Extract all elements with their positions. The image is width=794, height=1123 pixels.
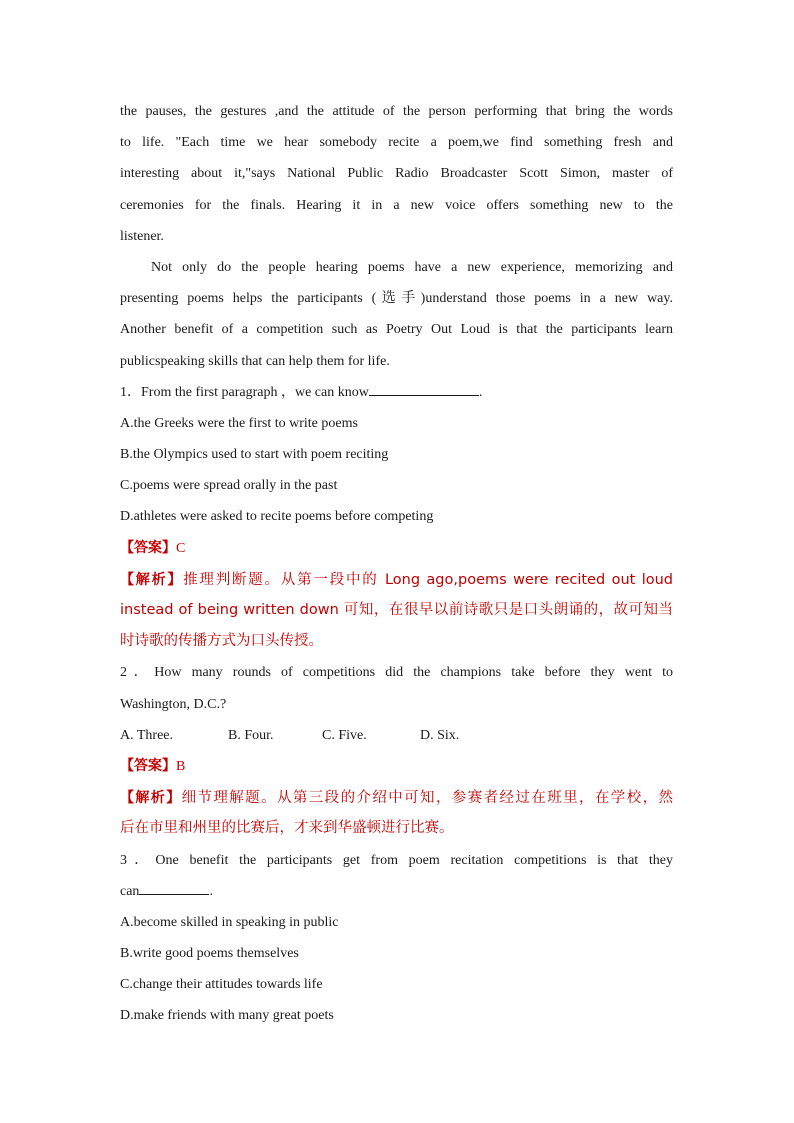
passage-line: interesting about it,"says National Public Radio Broadcaster Scott Simon, master of <box>120 166 673 182</box>
question-1-option-b: B.the Olympics used to start with poem reciting <box>120 447 389 463</box>
question-1-analysis-line: instead of being written down 可知，在很早以前诗歌只是口头朗诵的，故可知当 <box>120 602 673 618</box>
question-1-stem <box>120 377 673 408</box>
answer-value: C <box>176 540 186 556</box>
question-2-answer <box>120 751 673 782</box>
question-1-option-c: C.poems were spread orally in the past <box>120 478 338 494</box>
answer-blank <box>369 383 479 396</box>
analysis-text: 细节理解题。从第三段的介绍中可知，参赛者经过在班里，在学校，然 <box>181 790 674 807</box>
answer-tag: 【答案】 <box>120 757 176 774</box>
passage-line: ceremonies for the finals. Hearing it in a new voice offers something new to the <box>120 197 673 213</box>
passage-line: presenting poems helps the participants (选手)understand those poems in a new way. <box>120 291 673 307</box>
question-2-option-d: D. Six. <box>420 727 460 743</box>
document-page <box>120 96 673 1032</box>
stem-end: . <box>209 883 213 899</box>
question-3-stem <box>120 876 673 907</box>
question-2-option-a: A. Three. <box>120 727 173 743</box>
stem-end: . <box>478 384 483 400</box>
passage-line: Not only do the people hearing poems have a new experience, memorizing and <box>151 259 673 275</box>
question-1-option-d: D.athletes were asked to recite poems before competing <box>120 509 434 525</box>
passage-line: publicspeaking skills that can help them for life. <box>120 353 390 369</box>
question-2-analysis-line <box>120 782 673 813</box>
question-1-answer <box>120 533 673 564</box>
question-2-option-c: C. Five. <box>322 727 367 743</box>
question-3-option-d: D.make friends with many great poets <box>120 1008 334 1024</box>
passage-line: to life. "Each time we hear somebody recite a poem,we find something fresh and <box>120 135 673 151</box>
analysis-tag: 【解析】 <box>120 790 182 807</box>
answer-value: B <box>176 758 186 774</box>
passage-line: Another benefit of a competition such as Poetry Out Loud is that the participants learn <box>120 322 673 338</box>
question-3-option-c: C.change their attitudes towards life <box>120 977 323 993</box>
question-stem-text: can <box>120 883 140 899</box>
answer-blank <box>139 882 209 895</box>
question-2-stem: Washington, D.C.? <box>120 696 227 712</box>
passage-line: listener. <box>120 228 164 244</box>
passage-line: the pauses, the gestures ,and the attitude of the person performing that bring the words <box>120 104 673 119</box>
analysis-text: 推理判断题。从第一段中的 Long ago,poems were recited out loud <box>183 571 674 588</box>
question-2-option-b: B. Four. <box>228 727 274 743</box>
question-3-option-a: A.become skilled in speaking in public <box>120 914 339 930</box>
question-1-analysis-line: 时诗歌的传播方式为口头传授。 <box>120 633 323 650</box>
analysis-tag: 【解析】 <box>120 571 184 588</box>
question-2-stem: 2．How many rounds of competitions did the champions take before they went to <box>120 665 673 681</box>
question-3-option-b: B.write good poems themselves <box>120 946 299 962</box>
question-1-analysis-line <box>120 564 673 595</box>
question-2-options <box>120 720 673 751</box>
question-1-option-a: A.the Greeks were the first to write poems <box>120 415 358 431</box>
question-2-analysis-line: 后在市里和州里的比赛后，才来到华盛顿进行比赛。 <box>120 820 454 837</box>
answer-tag: 【答案】 <box>120 539 176 556</box>
question-3-stem: 3．One benefit the participants get from poem recitation competitions is that they <box>120 852 673 868</box>
question-stem-text: 1．From the first paragraph ，we can know <box>120 384 369 400</box>
